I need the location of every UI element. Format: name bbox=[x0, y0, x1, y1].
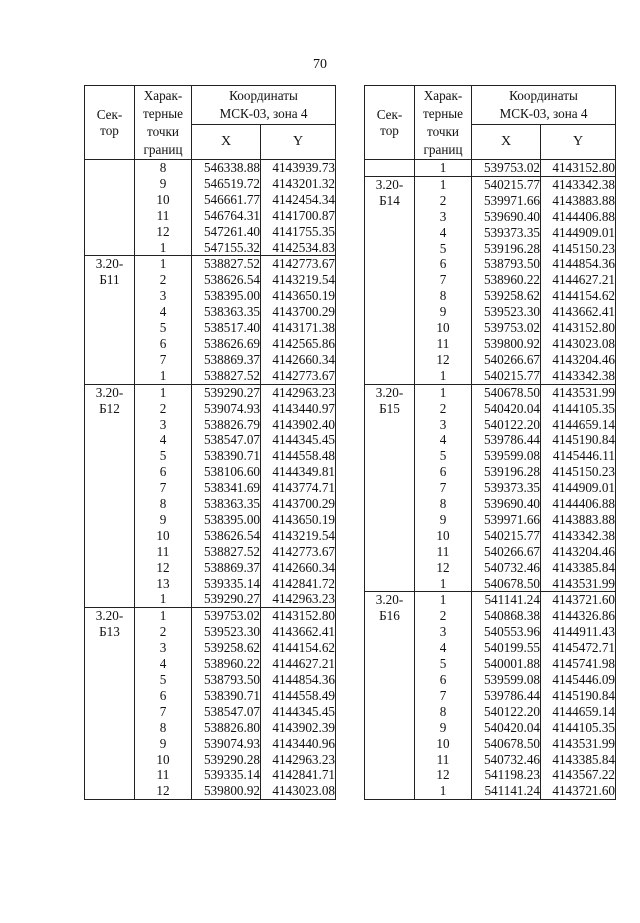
y-coordinate-cell: 4143440.96 bbox=[261, 736, 336, 752]
table-row bbox=[365, 160, 616, 177]
table-row bbox=[85, 256, 336, 272]
x-coordinate-cell: 538626.69 bbox=[192, 336, 261, 352]
point-number-cell: 5 bbox=[415, 656, 472, 672]
y-coordinate-cell: 4143152.80 bbox=[261, 608, 336, 624]
point-number-cell: 12 bbox=[415, 560, 472, 576]
y-coordinate-cell: 4144659.14 bbox=[541, 417, 616, 433]
point-number-cell: 11 bbox=[135, 208, 192, 224]
point-number-cell: 9 bbox=[135, 512, 192, 528]
y-coordinate-cell: 4142963.23 bbox=[261, 384, 336, 400]
sector-cell: 3.20- Б13 bbox=[85, 608, 135, 800]
y-coordinate-cell: 4145446.09 bbox=[541, 672, 616, 688]
x-coordinate-cell: 540001.88 bbox=[472, 656, 541, 672]
y-coordinate-cell: 4142963.23 bbox=[261, 591, 336, 607]
x-coordinate-cell: 540122.20 bbox=[472, 704, 541, 720]
y-coordinate-cell: 4144105.35 bbox=[541, 401, 616, 417]
y-coordinate-cell: 4143531.99 bbox=[541, 384, 616, 400]
point-number-cell: 1 bbox=[415, 368, 472, 384]
y-coordinate-cell: 4141755.35 bbox=[261, 224, 336, 240]
x-coordinate-cell: 538390.71 bbox=[192, 448, 261, 464]
point-number-cell: 12 bbox=[135, 783, 192, 799]
x-coordinate-cell: 538626.54 bbox=[192, 272, 261, 288]
point-number-cell: 7 bbox=[135, 704, 192, 720]
x-coordinate-cell: 539373.35 bbox=[472, 480, 541, 496]
point-number-cell: 2 bbox=[135, 624, 192, 640]
x-coordinate-cell: 538826.80 bbox=[192, 720, 261, 736]
y-coordinate-cell: 4143902.39 bbox=[261, 720, 336, 736]
x-coordinate-cell: 539196.28 bbox=[472, 241, 541, 257]
point-number-cell: 8 bbox=[415, 704, 472, 720]
point-number-cell: 1 bbox=[415, 384, 472, 400]
y-coordinate-cell: 4144105.35 bbox=[541, 720, 616, 736]
point-number-cell: 6 bbox=[135, 336, 192, 352]
x-coordinate-cell: 538547.07 bbox=[192, 432, 261, 448]
point-number-cell: 5 bbox=[135, 672, 192, 688]
point-number-cell: 3 bbox=[415, 417, 472, 433]
point-number-cell: 2 bbox=[135, 272, 192, 288]
y-coordinate-cell: 4142660.34 bbox=[261, 352, 336, 368]
point-number-cell: 10 bbox=[135, 752, 192, 768]
y-coordinate-cell: 4144909.01 bbox=[541, 225, 616, 241]
point-number-cell: 1 bbox=[415, 592, 472, 608]
header-x: X bbox=[192, 125, 261, 160]
point-number-cell: 5 bbox=[135, 448, 192, 464]
point-number-cell: 11 bbox=[415, 544, 472, 560]
y-coordinate-cell: 4143774.71 bbox=[261, 480, 336, 496]
sector-cell bbox=[365, 160, 415, 177]
header-x: X bbox=[472, 125, 541, 160]
x-coordinate-cell: 539196.28 bbox=[472, 464, 541, 480]
header-sector: Сек- тор bbox=[85, 86, 135, 160]
point-number-cell: 4 bbox=[415, 640, 472, 656]
table-row bbox=[85, 384, 336, 400]
x-coordinate-cell: 538363.35 bbox=[192, 496, 261, 512]
x-coordinate-cell: 539690.40 bbox=[472, 209, 541, 225]
point-number-cell: 9 bbox=[415, 720, 472, 736]
point-number-cell: 11 bbox=[415, 752, 472, 768]
page-number: 70 bbox=[313, 57, 327, 72]
table-row bbox=[365, 384, 616, 400]
x-coordinate-cell: 538106.60 bbox=[192, 464, 261, 480]
x-coordinate-cell: 540732.46 bbox=[472, 560, 541, 576]
x-coordinate-cell: 539971.66 bbox=[472, 193, 541, 209]
sector-cell: 3.20- Б14 bbox=[365, 176, 415, 384]
x-coordinate-cell: 539690.40 bbox=[472, 496, 541, 512]
point-number-cell: 10 bbox=[135, 192, 192, 208]
point-number-cell: 11 bbox=[135, 767, 192, 783]
x-coordinate-cell: 539290.28 bbox=[192, 752, 261, 768]
point-number-cell: 2 bbox=[415, 193, 472, 209]
x-coordinate-cell: 539800.92 bbox=[192, 783, 261, 799]
y-coordinate-cell: 4143342.38 bbox=[541, 368, 616, 384]
y-coordinate-cell: 4142841.72 bbox=[261, 576, 336, 592]
y-coordinate-cell: 4144909.01 bbox=[541, 480, 616, 496]
y-coordinate-cell: 4144345.45 bbox=[261, 704, 336, 720]
point-number-cell: 6 bbox=[415, 256, 472, 272]
point-number-cell: 9 bbox=[135, 736, 192, 752]
x-coordinate-cell: 540868.38 bbox=[472, 608, 541, 624]
y-coordinate-cell: 4143204.46 bbox=[541, 352, 616, 368]
x-coordinate-cell: 547155.32 bbox=[192, 240, 261, 256]
point-number-cell: 3 bbox=[135, 288, 192, 304]
x-coordinate-cell: 547261.40 bbox=[192, 224, 261, 240]
point-number-cell: 5 bbox=[415, 448, 472, 464]
y-coordinate-cell: 4143531.99 bbox=[541, 736, 616, 752]
point-number-cell: 1 bbox=[135, 384, 192, 400]
y-coordinate-cell: 4143721.60 bbox=[541, 783, 616, 799]
x-coordinate-cell: 539971.66 bbox=[472, 512, 541, 528]
point-number-cell: 12 bbox=[415, 767, 472, 783]
y-coordinate-cell: 4143700.29 bbox=[261, 304, 336, 320]
point-number-cell: 2 bbox=[415, 401, 472, 417]
table-row bbox=[85, 160, 336, 176]
point-number-cell: 6 bbox=[135, 688, 192, 704]
header-coordinates: Координаты МСК-03, зона 4 bbox=[472, 86, 616, 125]
y-coordinate-cell: 4143023.08 bbox=[541, 336, 616, 352]
point-number-cell: 9 bbox=[135, 176, 192, 192]
coordinates-table-right bbox=[364, 85, 616, 800]
x-coordinate-cell: 539786.44 bbox=[472, 432, 541, 448]
x-coordinate-cell: 541141.24 bbox=[472, 783, 541, 799]
y-coordinate-cell: 4145446.11 bbox=[541, 448, 616, 464]
y-coordinate-cell: 4144854.36 bbox=[261, 672, 336, 688]
point-number-cell: 6 bbox=[135, 464, 192, 480]
y-coordinate-cell: 4143700.29 bbox=[261, 496, 336, 512]
header-y: Y bbox=[261, 125, 336, 160]
y-coordinate-cell: 4145150.23 bbox=[541, 464, 616, 480]
y-coordinate-cell: 4145190.84 bbox=[541, 432, 616, 448]
y-coordinate-cell: 4143650.19 bbox=[261, 288, 336, 304]
point-number-cell: 6 bbox=[415, 464, 472, 480]
header-coordinates: Координаты МСК-03, зона 4 bbox=[192, 86, 336, 125]
point-number-cell: 4 bbox=[415, 225, 472, 241]
x-coordinate-cell: 540420.04 bbox=[472, 720, 541, 736]
header-y: Y bbox=[541, 125, 616, 160]
y-coordinate-cell: 4145472.71 bbox=[541, 640, 616, 656]
y-coordinate-cell: 4143531.99 bbox=[541, 576, 616, 592]
point-number-cell: 12 bbox=[415, 352, 472, 368]
y-coordinate-cell: 4144345.45 bbox=[261, 432, 336, 448]
y-coordinate-cell: 4142773.67 bbox=[261, 368, 336, 384]
y-coordinate-cell: 4143385.84 bbox=[541, 752, 616, 768]
x-coordinate-cell: 539800.92 bbox=[472, 336, 541, 352]
point-number-cell: 8 bbox=[415, 288, 472, 304]
coordinates-table-left bbox=[84, 85, 336, 800]
point-number-cell: 5 bbox=[415, 241, 472, 257]
sector-cell: 3.20- Б11 bbox=[85, 256, 135, 384]
x-coordinate-cell: 539335.14 bbox=[192, 576, 261, 592]
point-number-cell: 11 bbox=[415, 336, 472, 352]
x-coordinate-cell: 538869.37 bbox=[192, 352, 261, 368]
x-coordinate-cell: 538827.52 bbox=[192, 544, 261, 560]
y-coordinate-cell: 4143939.73 bbox=[261, 160, 336, 176]
x-coordinate-cell: 539074.93 bbox=[192, 401, 261, 417]
y-coordinate-cell: 4143567.22 bbox=[541, 767, 616, 783]
header-characteristic-points: Харак- терные точки границ bbox=[135, 86, 192, 160]
point-number-cell: 1 bbox=[135, 240, 192, 256]
y-coordinate-cell: 4145150.23 bbox=[541, 241, 616, 257]
point-number-cell: 10 bbox=[415, 736, 472, 752]
y-coordinate-cell: 4142660.34 bbox=[261, 560, 336, 576]
x-coordinate-cell: 538869.37 bbox=[192, 560, 261, 576]
y-coordinate-cell: 4144406.88 bbox=[541, 496, 616, 512]
point-number-cell: 9 bbox=[415, 512, 472, 528]
x-coordinate-cell: 540215.77 bbox=[472, 528, 541, 544]
y-coordinate-cell: 4143342.38 bbox=[541, 528, 616, 544]
point-number-cell: 3 bbox=[135, 417, 192, 433]
x-coordinate-cell: 538793.50 bbox=[472, 256, 541, 272]
x-coordinate-cell: 538793.50 bbox=[192, 672, 261, 688]
sector-cell: 3.20- Б12 bbox=[85, 384, 135, 608]
x-coordinate-cell: 541198.23 bbox=[472, 767, 541, 783]
point-number-cell: 2 bbox=[135, 401, 192, 417]
x-coordinate-cell: 538827.52 bbox=[192, 368, 261, 384]
x-coordinate-cell: 539335.14 bbox=[192, 767, 261, 783]
y-coordinate-cell: 4142773.67 bbox=[261, 256, 336, 272]
point-number-cell: 1 bbox=[415, 783, 472, 799]
x-coordinate-cell: 538827.52 bbox=[192, 256, 261, 272]
x-coordinate-cell: 538826.79 bbox=[192, 417, 261, 433]
x-coordinate-cell: 540678.50 bbox=[472, 384, 541, 400]
point-number-cell: 1 bbox=[415, 576, 472, 592]
point-number-cell: 1 bbox=[135, 256, 192, 272]
point-number-cell: 1 bbox=[415, 160, 472, 177]
y-coordinate-cell: 4144558.48 bbox=[261, 448, 336, 464]
point-number-cell: 7 bbox=[415, 688, 472, 704]
x-coordinate-cell: 539290.27 bbox=[192, 591, 261, 607]
y-coordinate-cell: 4144659.14 bbox=[541, 704, 616, 720]
x-coordinate-cell: 546519.72 bbox=[192, 176, 261, 192]
table-row bbox=[365, 592, 616, 608]
point-number-cell: 8 bbox=[135, 720, 192, 736]
y-coordinate-cell: 4143662.41 bbox=[261, 624, 336, 640]
x-coordinate-cell: 540199.55 bbox=[472, 640, 541, 656]
y-coordinate-cell: 4143204.46 bbox=[541, 544, 616, 560]
x-coordinate-cell: 539599.08 bbox=[472, 448, 541, 464]
point-number-cell: 10 bbox=[415, 320, 472, 336]
y-coordinate-cell: 4144326.86 bbox=[541, 608, 616, 624]
x-coordinate-cell: 540122.20 bbox=[472, 417, 541, 433]
x-coordinate-cell: 546764.31 bbox=[192, 208, 261, 224]
y-coordinate-cell: 4143440.97 bbox=[261, 401, 336, 417]
sector-cell bbox=[85, 160, 135, 256]
y-coordinate-cell: 4143023.08 bbox=[261, 783, 336, 799]
x-coordinate-cell: 538960.22 bbox=[472, 272, 541, 288]
y-coordinate-cell: 4144558.49 bbox=[261, 688, 336, 704]
point-number-cell: 4 bbox=[135, 656, 192, 672]
x-coordinate-cell: 539074.93 bbox=[192, 736, 261, 752]
point-number-cell: 10 bbox=[415, 528, 472, 544]
x-coordinate-cell: 539753.02 bbox=[192, 608, 261, 624]
y-coordinate-cell: 4142773.67 bbox=[261, 544, 336, 560]
point-number-cell: 8 bbox=[415, 496, 472, 512]
point-number-cell: 9 bbox=[415, 304, 472, 320]
x-coordinate-cell: 538395.00 bbox=[192, 288, 261, 304]
point-number-cell: 4 bbox=[135, 432, 192, 448]
point-number-cell: 5 bbox=[135, 320, 192, 336]
x-coordinate-cell: 539599.08 bbox=[472, 672, 541, 688]
y-coordinate-cell: 4142841.71 bbox=[261, 767, 336, 783]
x-coordinate-cell: 538960.22 bbox=[192, 656, 261, 672]
y-coordinate-cell: 4142565.86 bbox=[261, 336, 336, 352]
y-coordinate-cell: 4143152.80 bbox=[541, 160, 616, 177]
point-number-cell: 1 bbox=[135, 608, 192, 624]
x-coordinate-cell: 539753.02 bbox=[472, 160, 541, 177]
point-number-cell: 1 bbox=[415, 176, 472, 192]
x-coordinate-cell: 538626.54 bbox=[192, 528, 261, 544]
table-row bbox=[365, 176, 616, 192]
x-coordinate-cell: 539753.02 bbox=[472, 320, 541, 336]
y-coordinate-cell: 4143219.54 bbox=[261, 528, 336, 544]
point-number-cell: 4 bbox=[415, 432, 472, 448]
point-number-cell: 3 bbox=[415, 209, 472, 225]
y-coordinate-cell: 4144154.62 bbox=[261, 640, 336, 656]
x-coordinate-cell: 539523.30 bbox=[192, 624, 261, 640]
x-coordinate-cell: 539258.62 bbox=[472, 288, 541, 304]
y-coordinate-cell: 4143171.38 bbox=[261, 320, 336, 336]
point-number-cell: 8 bbox=[135, 496, 192, 512]
table-row bbox=[85, 608, 336, 624]
y-coordinate-cell: 4143721.60 bbox=[541, 592, 616, 608]
y-coordinate-cell: 4142534.83 bbox=[261, 240, 336, 256]
x-coordinate-cell: 546661.77 bbox=[192, 192, 261, 208]
point-number-cell: 3 bbox=[135, 640, 192, 656]
y-coordinate-cell: 4144154.62 bbox=[541, 288, 616, 304]
y-coordinate-cell: 4143883.88 bbox=[541, 512, 616, 528]
x-coordinate-cell: 538390.71 bbox=[192, 688, 261, 704]
x-coordinate-cell: 540215.77 bbox=[472, 368, 541, 384]
y-coordinate-cell: 4143201.32 bbox=[261, 176, 336, 192]
point-number-cell: 12 bbox=[135, 560, 192, 576]
x-coordinate-cell: 540678.50 bbox=[472, 736, 541, 752]
point-number-cell: 11 bbox=[135, 544, 192, 560]
y-coordinate-cell: 4144911.43 bbox=[541, 624, 616, 640]
y-coordinate-cell: 4143902.40 bbox=[261, 417, 336, 433]
point-number-cell: 1 bbox=[135, 591, 192, 607]
y-coordinate-cell: 4144406.88 bbox=[541, 209, 616, 225]
point-number-cell: 3 bbox=[415, 624, 472, 640]
x-coordinate-cell: 540732.46 bbox=[472, 752, 541, 768]
x-coordinate-cell: 540266.67 bbox=[472, 352, 541, 368]
point-number-cell: 1 bbox=[135, 368, 192, 384]
x-coordinate-cell: 540420.04 bbox=[472, 401, 541, 417]
y-coordinate-cell: 4143219.54 bbox=[261, 272, 336, 288]
y-coordinate-cell: 4143342.38 bbox=[541, 176, 616, 192]
y-coordinate-cell: 4145190.84 bbox=[541, 688, 616, 704]
x-coordinate-cell: 546338.88 bbox=[192, 160, 261, 176]
point-number-cell: 4 bbox=[135, 304, 192, 320]
y-coordinate-cell: 4143883.88 bbox=[541, 193, 616, 209]
point-number-cell: 2 bbox=[415, 608, 472, 624]
y-coordinate-cell: 4143152.80 bbox=[541, 320, 616, 336]
point-number-cell: 10 bbox=[135, 528, 192, 544]
x-coordinate-cell: 539258.62 bbox=[192, 640, 261, 656]
y-coordinate-cell: 4144349.81 bbox=[261, 464, 336, 480]
y-coordinate-cell: 4142454.34 bbox=[261, 192, 336, 208]
y-coordinate-cell: 4144854.36 bbox=[541, 256, 616, 272]
x-coordinate-cell: 538547.07 bbox=[192, 704, 261, 720]
x-coordinate-cell: 538363.35 bbox=[192, 304, 261, 320]
x-coordinate-cell: 538517.40 bbox=[192, 320, 261, 336]
y-coordinate-cell: 4144627.21 bbox=[261, 656, 336, 672]
y-coordinate-cell: 4143385.84 bbox=[541, 560, 616, 576]
point-number-cell: 7 bbox=[415, 272, 472, 288]
point-number-cell: 12 bbox=[135, 224, 192, 240]
y-coordinate-cell: 4143650.19 bbox=[261, 512, 336, 528]
x-coordinate-cell: 539373.35 bbox=[472, 225, 541, 241]
x-coordinate-cell: 540266.67 bbox=[472, 544, 541, 560]
x-coordinate-cell: 538341.69 bbox=[192, 480, 261, 496]
point-number-cell: 6 bbox=[415, 672, 472, 688]
x-coordinate-cell: 539290.27 bbox=[192, 384, 261, 400]
sector-cell: 3.20- Б15 bbox=[365, 384, 415, 592]
y-coordinate-cell: 4144627.21 bbox=[541, 272, 616, 288]
y-coordinate-cell: 4141700.87 bbox=[261, 208, 336, 224]
point-number-cell: 7 bbox=[135, 480, 192, 496]
y-coordinate-cell: 4145741.98 bbox=[541, 656, 616, 672]
header-characteristic-points: Харак- терные точки границ bbox=[415, 86, 472, 160]
y-coordinate-cell: 4143662.41 bbox=[541, 304, 616, 320]
point-number-cell: 8 bbox=[135, 160, 192, 176]
point-number-cell: 13 bbox=[135, 576, 192, 592]
sector-cell: 3.20- Б16 bbox=[365, 592, 415, 800]
x-coordinate-cell: 541141.24 bbox=[472, 592, 541, 608]
point-number-cell: 7 bbox=[135, 352, 192, 368]
point-number-cell: 7 bbox=[415, 480, 472, 496]
x-coordinate-cell: 540215.77 bbox=[472, 176, 541, 192]
x-coordinate-cell: 540678.50 bbox=[472, 576, 541, 592]
x-coordinate-cell: 538395.00 bbox=[192, 512, 261, 528]
header-sector: Сек- тор bbox=[365, 86, 415, 160]
x-coordinate-cell: 539523.30 bbox=[472, 304, 541, 320]
y-coordinate-cell: 4142963.23 bbox=[261, 752, 336, 768]
x-coordinate-cell: 540553.96 bbox=[472, 624, 541, 640]
x-coordinate-cell: 539786.44 bbox=[472, 688, 541, 704]
